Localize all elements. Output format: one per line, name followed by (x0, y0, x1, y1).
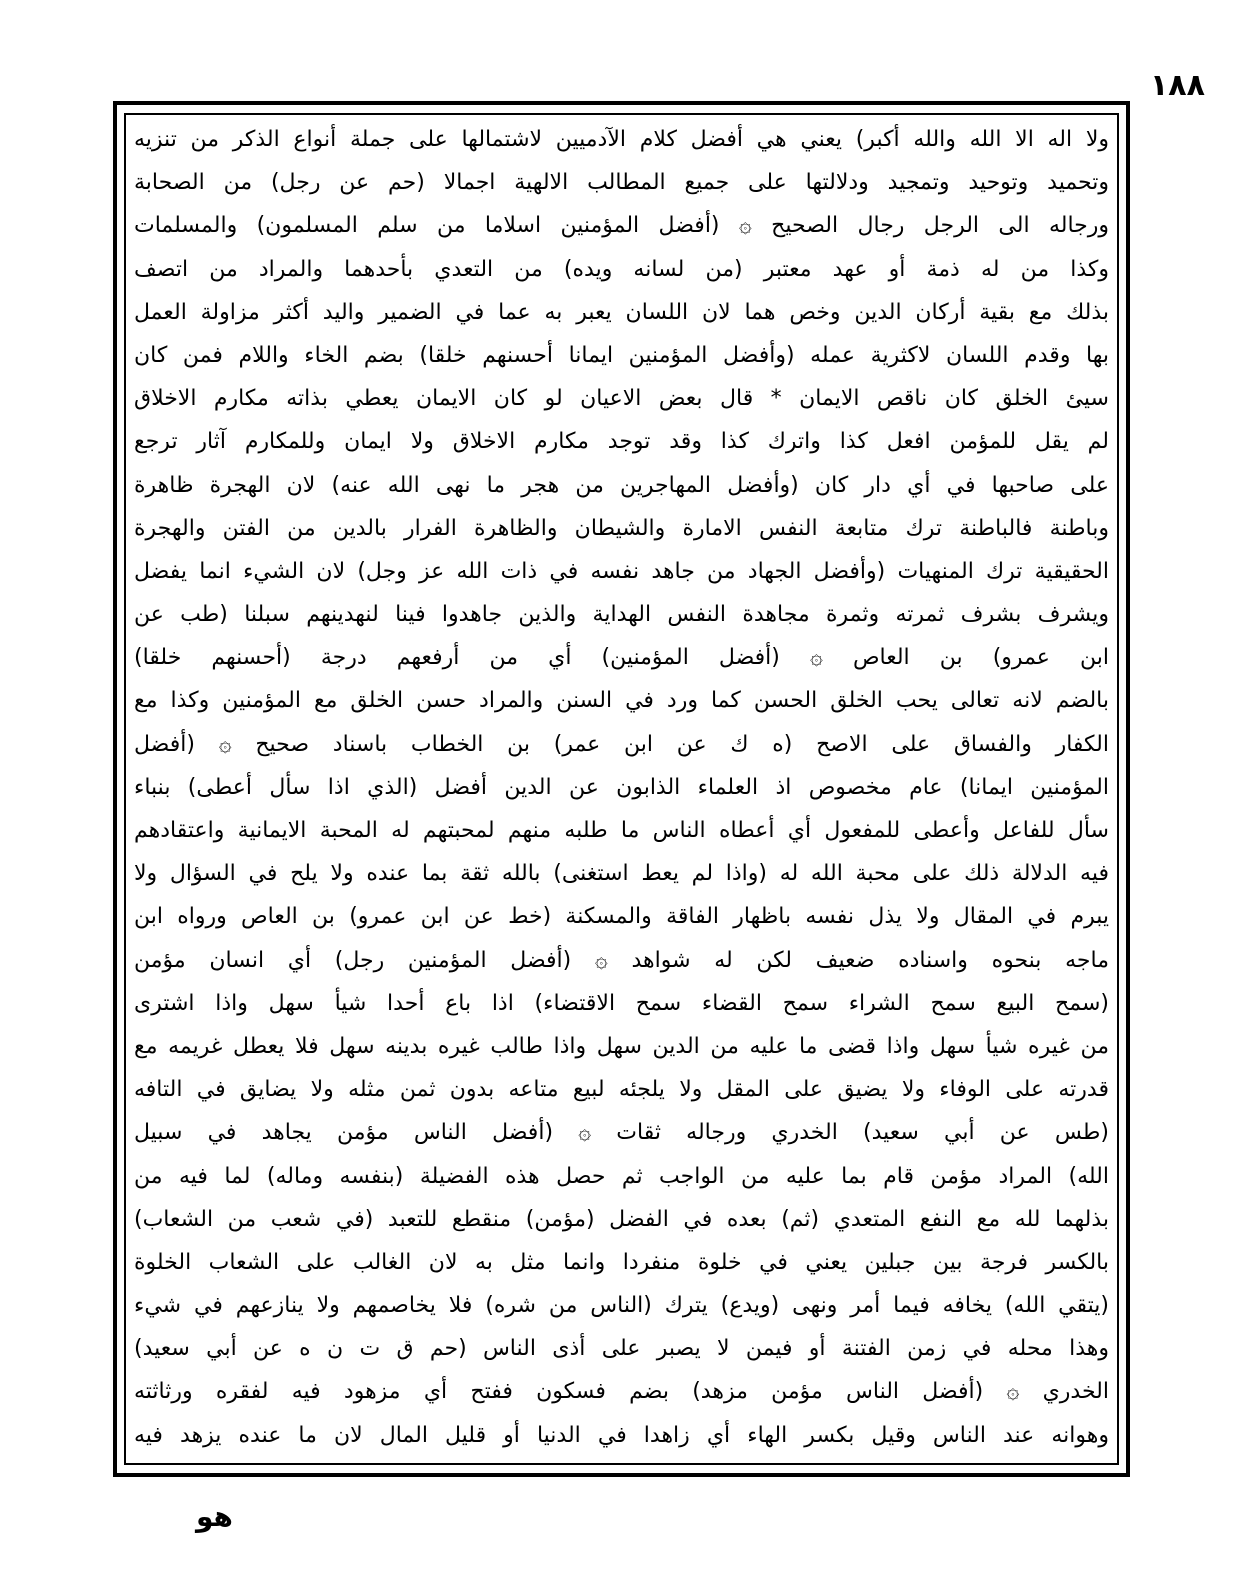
text-line: وكذا من له ذمة أو عهد معتبر (من لسانه ويده) من التعدي بأحدهما والمراد من اتصف (134, 256, 1109, 282)
text-line (130, 1457, 1113, 1460)
page-number: ١٨٨ (1150, 68, 1205, 103)
text-line: بالضم لانه تعالى يحب الخلق الحسن كما ورد في السنن والمراد حسن الخلق مع المؤمنين وكذا مع (134, 688, 1109, 714)
text-line: على صاحبها في أي دار كان (وأفضل المهاجرين من هجر ما نهى الله عنه) لان الهجرة ظاهرة (134, 472, 1109, 498)
text-line: وهوانه عند الناس وقيل بكسر الهاء أي زاهدا في الدنيا أو قليل المال لان ما عنده يزهد فيه (134, 1422, 1109, 1448)
text-line: ورجاله الى الرجل رجال الصحيح ۞ (أفضل المؤمنين اسلاما من سلم المسلمون) والمسلمات (134, 213, 1109, 239)
text-line: بذلهما لله مع النفع المتعدي (ثم) بعده في الفضل (مؤمن) منقطع للتعبد (في شعب من الشعاب) (134, 1206, 1109, 1232)
text-line: ولا اله الا الله والله أكبر) يعني هي أفضل كلام الآدميين لاشتمالها على جملة أنواع الذكر من تنزيه (134, 127, 1109, 152)
text-line: وباطنة فالباطنة ترك متابعة النفس الامارة والشيطان والظاهرة الفرار بالدين من الفتن والهجرة (134, 515, 1109, 541)
text-line: (سمح البيع سمح الشراء سمح القضاء سمح الاقتضاء) اذا باع أحدا شيأ سهل واذا اشترى (134, 990, 1109, 1016)
text-line: لم يقل للمؤمن افعل كذا واترك كذا وقد توجد مكارم الاخلاق ولا ايمان وللمكارم آثار ترجع (134, 429, 1109, 455)
text-line: يبرم في المقال ولا يذل نفسه باظهار الفاقة والمسكنة (خط عن ابن عمرو) بن العاص ورواه ابن (134, 904, 1109, 930)
text-line: سيئ الخلق كان ناقص الايمان * قال بعض الاعيان لو كان الايمان يعطي بذاته مكارم الاخلاق (134, 386, 1109, 412)
text-line: من غيره شيأ سهل واذا قضى ما عليه من الدين سهل واذا طالب غيره بدينه سهل فلا يعطل غريمه مع (134, 1033, 1109, 1059)
text-line: بالكسر فرجة بين جبلين يعني في خلوة منفردا وانما مثل به لان الغالب على الشعاب الخلوة (134, 1249, 1109, 1275)
catchword: هو (196, 1500, 233, 1533)
text-line: وهذا محله في زمن الفتنة أو فيمن لا يصبر على أذى الناس (حم ق ت ن ه عن أبي سعيد) (134, 1336, 1109, 1362)
text-line: المؤمنين ايمانا) عام مخصوص اذ العلماء الذابون عن الدين أفضل (الذي اذا سأل أعطى) بنباء (134, 774, 1109, 800)
text-line: وتحميد وتوحيد وتمجيد ودلالتها على جميع المطالب الالهية اجمالا (حم عن رجل) من الصحابة (134, 170, 1109, 196)
text-line: ويشرف بشرف ثمرته وثمرة مجاهدة النفس الهداية والذين جاهدوا فينا لنهدينهم سبلنا (طب عن (134, 602, 1109, 628)
text-line: الخدري ۞ (أفضل الناس مؤمن مزهد) بضم فسكون ففتح أي مزهود فيه لفقره ورثاثته (134, 1379, 1109, 1405)
text-line: سأل للفاعل وأعطى للمفعول أي أعطاه الناس ما طلبه منهم لمحبتهم له المحبة الايمانية واعتقادهم (134, 818, 1109, 843)
text-line: (يتقي الله) يخافه فيما أمر ونهى (ويدع) يترك (الناس من شره) فلا يخاصمهم ولا ينازعهم في شيء (134, 1293, 1109, 1319)
text-line: ماجه بنحوه واسناده ضعيف لكن له شواهد ۞ (أفضل المؤمنين رجل) أي انسان مؤمن (134, 947, 1109, 973)
text-line: ابن عمرو) بن العاص ۞ (أفضل المؤمنين) أي من أرفعهم درجة (أحسنهم خلقا) (134, 645, 1109, 671)
text-line: فيه الدلالة ذلك على محبة الله له (واذا لم يعط استغنى) بالله ثقة بما عنده ولا يلح في السؤال ولا (134, 861, 1109, 887)
text-line: بذلك مع بقية أركان الدين وخص هما لان اللسان يعبر به عما في الضمير واليد أكثر مزاولة العمل (134, 299, 1109, 325)
text-line: بها وقدم اللسان لاكثرية عمله (وأفضل المؤمنين ايمانا أحسنهم خلقا) بضم الخاء واللام فمن كان (134, 342, 1109, 368)
text-line: الحقيقية ترك المنهيات (وأفضل الجهاد من جاهد نفسه في ذات الله عز وجل) لان الشيء انما يفضل (134, 558, 1109, 584)
text-line: الله) المراد مؤمن قام بما عليه من الواجب ثم حصل هذه الفضيلة (بنفسه وماله) لما فيه من (134, 1163, 1109, 1189)
text-line: قدرته على الوفاء ولا يضيق على المقل ولا يلجئه لبيع متاعه بدون ثمن مثله ولا يضايق في التافه (134, 1077, 1109, 1103)
main-text-block (130, 118, 1113, 1460)
text-line: الكفار والفساق على الاصح (ه ك عن ابن عمر) بن الخطاب باسناد صحيح ۞ (أفضل (134, 731, 1109, 757)
text-line: (طس عن أبي سعيد) الخدري ورجاله ثقات ۞ (أفضل الناس مؤمن يجاهد في سبيل (134, 1120, 1109, 1146)
